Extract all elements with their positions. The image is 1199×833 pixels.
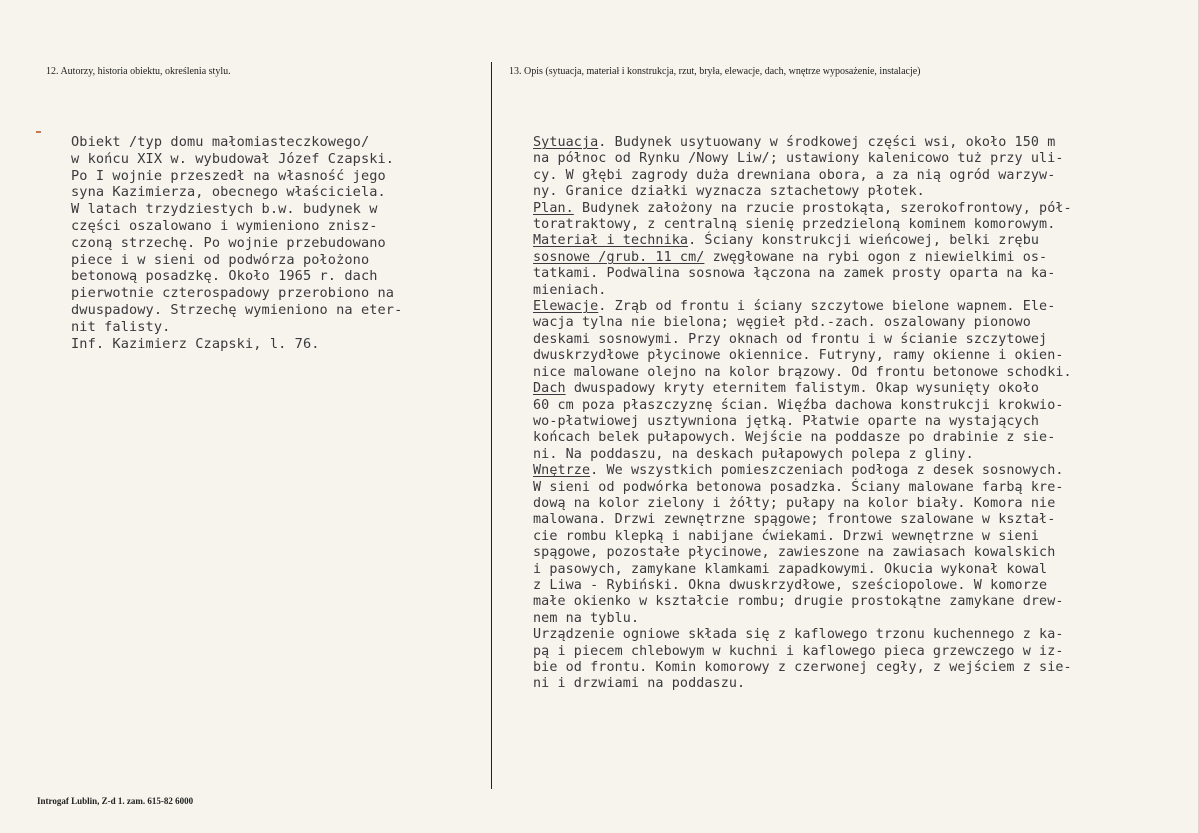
section-heading: Plan.: [533, 200, 574, 216]
line-text: dową na kolor zielony i żółty; pułapy na kolor biały. Komora nie: [533, 495, 1056, 511]
section-heading: Materiał i technika: [533, 233, 689, 249]
history-text-block: [71, 134, 402, 352]
line-text: pą i piecem chlebowym w kuchni i kaflowego pieca grzewczego w iz-: [533, 643, 1064, 659]
description-line: [533, 233, 1072, 249]
line-text: wacja tylna nie bielona; węgieł płd.-zach. oszalowany pionowo: [533, 315, 1031, 331]
line-text: spągowe, pozostałe płycinowe, zawieszone na zawiasach kowalskich: [533, 545, 1056, 561]
line-text: małe okienko w kształcie rombu; drugie prostokątne zamykane drew-: [533, 594, 1064, 610]
description-line: [533, 184, 1072, 200]
history-line: dwuspadowy. Strzechę wymieniono na eter-: [71, 301, 403, 318]
description-line: [533, 135, 1072, 151]
description-line: [533, 430, 1072, 446]
description-line: [533, 578, 1072, 594]
line-text: malowana. Drzwi zewnętrzne spągowe; frontowe szalowane w kształ-: [533, 512, 1056, 528]
line-text: Urządzenie ogniowe składa się z kaflowego trzonu kuchennego z ka-: [533, 627, 1064, 643]
line-text: ni i drzwiami na poddaszu.: [533, 676, 746, 692]
description-line: [533, 151, 1072, 167]
description-line: [533, 463, 1072, 479]
section-heading: Sytuacja: [533, 135, 599, 150]
description-line: [533, 168, 1072, 184]
description-line: [533, 348, 1072, 364]
description-line: [533, 283, 1072, 299]
section-12-header: 12. Autorzy, historia obiektu, określenia stylu.: [46, 66, 231, 77]
line-text: dwuskrzydłowe płycinowe okiennice. Futryny, ramy okienne i okien-: [533, 348, 1064, 364]
printer-imprint: Introgaf Lublin, Z-d 1. zam. 615-82 6000: [37, 796, 194, 806]
history-line: W latach trzydziestych b.w. budynek w: [71, 201, 378, 218]
history-line: Obiekt /typ domu małomiasteczkowego/: [71, 134, 370, 150]
description-line: [533, 529, 1072, 545]
description-line: [533, 414, 1072, 430]
line-text: nem na tyblu.: [533, 610, 640, 626]
line-text: cy. W głębi zagrody duża drewniana obora, a za nią ogród warzyw-: [533, 167, 1056, 183]
line-text: tatkami. Podwalina sosnowa łączona na zamek prosty oparta na ka-: [533, 266, 1056, 282]
section-heading: Wnętrze: [533, 463, 591, 479]
description-line: [533, 217, 1072, 233]
description-line: [533, 480, 1072, 496]
description-line: [533, 398, 1072, 414]
line-text: . We wszystkich pomieszczeniach podłoga z desek sosnowych.: [590, 463, 1064, 479]
line-text: 60 cm poza płaszczyznę ścian. Więźba dachowa konstrukcji krokwio-: [533, 397, 1064, 413]
column-divider: [491, 62, 492, 789]
description-line: [533, 201, 1072, 217]
description-line: [533, 496, 1072, 512]
description-line: [533, 250, 1072, 266]
margin-mark: [36, 131, 41, 133]
history-line: betonową posadzkę. Około 1965 r. dach: [71, 268, 378, 285]
line-text: . Budynek usytuowany w środkowej części wsi, około 150 m: [598, 135, 1056, 150]
description-line: [533, 447, 1072, 463]
line-text: Budynek założony na rzucie prostokąta, szerokofrontowy, pół-: [573, 200, 1072, 216]
line-text: z Liwa - Rybiński. Okna dwuskrzydłowe, sześciopolowe. W komorze: [533, 577, 1048, 593]
description-line: [533, 594, 1072, 610]
description-line: [533, 512, 1072, 528]
section-heading: Elewacje: [533, 299, 599, 315]
description-text-block: [533, 135, 1072, 693]
line-text: ny. Granice działki wyznacza sztachetowy płotek.: [533, 184, 925, 200]
line-text: i pasowych, zamykane klamkami zapadkowymi. Okucia wykonał kowal: [533, 561, 1048, 577]
line-text: bie od frontu. Komin komorowy z czerwonej cegły, z wejściem z sie-: [533, 660, 1072, 675]
description-line: [533, 299, 1072, 315]
description-line: [533, 315, 1072, 331]
description-line: [533, 611, 1072, 627]
section-heading: Dach: [533, 381, 566, 397]
description-line: [533, 644, 1072, 660]
line-text: toratraktowy, z centralną sienię przedzieloną kominem komorowym.: [533, 217, 1056, 233]
line-text: dwuspadowy kryty eternitem falistym. Okap wysunięty około: [565, 381, 1040, 397]
description-line: [533, 381, 1072, 397]
line-text: cie rombu klepką i nabijane ćwiekami. Drzwi wewnętrzne w sieni: [533, 528, 1040, 544]
description-line: [533, 365, 1072, 381]
history-line: syna Kazimierza, obecnego właściciela.: [71, 184, 386, 201]
section-13-header: 13. Opis (sytuacja, materiał i konstrukcja, rzut, bryła, elewacje, dach, wnętrze wyposażenie, instalacje): [509, 66, 921, 77]
description-line: [533, 266, 1072, 282]
line-text: . Zrąb od frontu i ściany szczytowe bielone wapnem. Ele-: [598, 299, 1056, 315]
line-text: zwęgłowane na rybi ogon z niewielkimi os-: [704, 249, 1048, 265]
line-text: wo-płatwiowej usztywniona jętką. Płatwie oparte na wystających: [533, 413, 1040, 429]
history-line: Inf. Kazimierz Czapski, l. 76.: [71, 335, 320, 352]
history-line: nit falisty.: [71, 318, 171, 335]
line-text: końcach belek pułapowych. Wejście na poddasze po drabinie z sie-: [533, 430, 1056, 446]
history-line: Po I wojnie przeszedł na własność jego: [71, 167, 386, 184]
description-line: [533, 660, 1072, 676]
line-text: na północ od Rynku /Nowy Liw/; ustawiony kalenicowo tuż przy uli-: [533, 151, 1064, 167]
line-text: deskami sosnowymi. Przy oknach od frontu i w ścianie szczytowej: [533, 331, 1048, 347]
history-line: piece i w sieni od podwórza położono: [71, 251, 370, 268]
line-text: mieniach.: [533, 282, 607, 298]
description-line: [533, 562, 1072, 578]
section-heading: sosnowe /grub. 11 cm/: [533, 249, 705, 265]
line-text: ni. Na poddaszu, na deskach pułapowych polepa z gliny.: [533, 446, 974, 462]
description-line: [533, 627, 1072, 643]
description-line: [533, 676, 1072, 692]
line-text: W sieni od podwórka betonowa posadzka. Ściany malowane farbą kre-: [533, 479, 1064, 495]
history-line: w końcu XIX w. wybudował Józef Czapski.: [71, 150, 395, 167]
line-text: nice malowane olejno na kolor brązowy. Od frontu betonowe schodki.: [533, 364, 1072, 380]
history-line: czoną strzechę. Po wojnie przebudowano: [71, 234, 386, 251]
line-text: . Ściany konstrukcji wieńcowej, belki zrębu: [688, 233, 1040, 249]
description-line: [533, 545, 1072, 561]
description-line: [533, 332, 1072, 348]
history-line: części oszalowano i wymieniono znisz-: [71, 217, 378, 234]
history-line: pierwotnie czterospadowy przerobiono na: [71, 285, 395, 302]
